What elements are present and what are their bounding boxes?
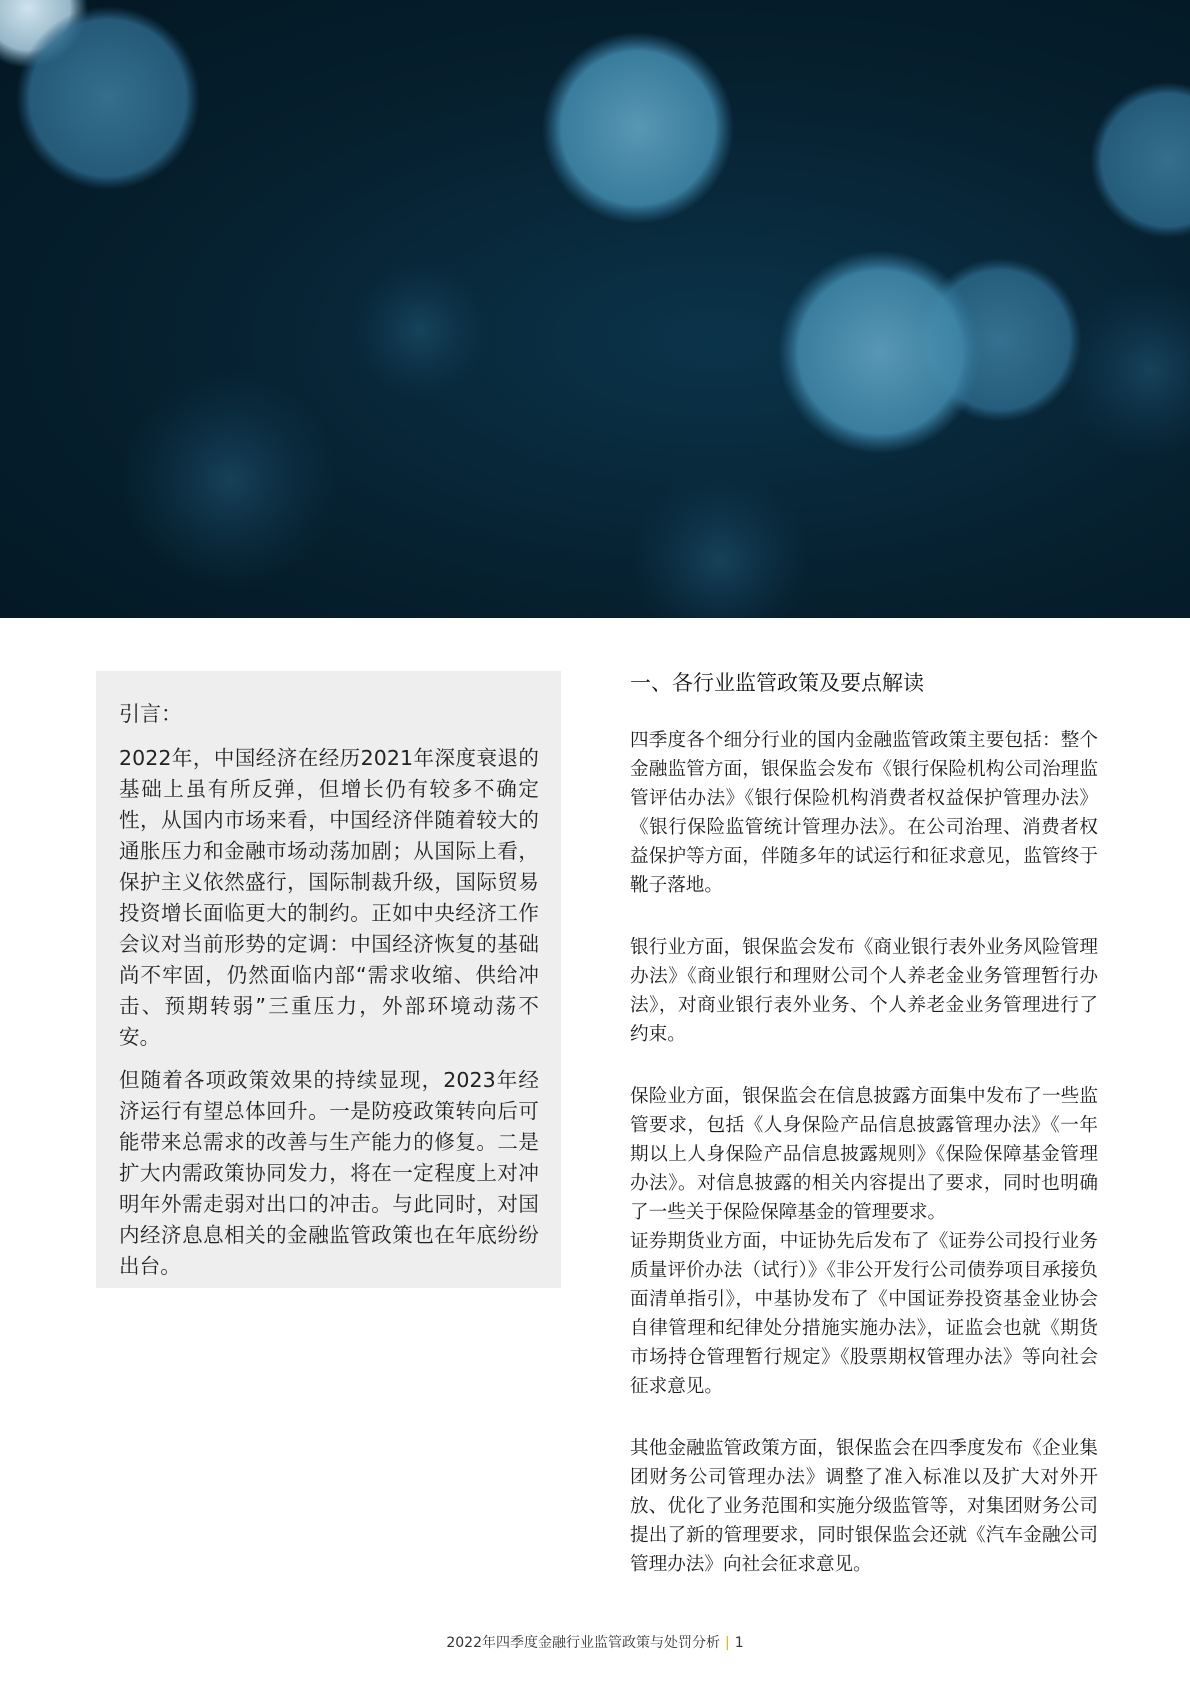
bokeh-lights-image: [0, 0, 1190, 618]
intro-paragraph-1: 2022年，中国经济在经历2021年深度衰退的基础上虽有所反弹，但增长仍有较多不确定性，从国内市场来看，中国经济伴随着较大的通胀压力和金融市场动荡加剧；从国际上看，保护主义依然盛行，国际制裁升级，国际贸易投资增长面临更大的制约。正如中央经济工作会议对当前形势的定调：中国经济恢复的基础尚不牢固，仍然面临内部“需求收缩、供给冲击、预期转弱”三重压力，外部环境动荡不安。: [119, 746, 539, 1049]
bokeh-light: [542, 32, 734, 224]
intro-box: [96, 671, 561, 1288]
bokeh-light: [16, 6, 200, 190]
bokeh-light: [1090, 82, 1190, 238]
footer-separator: |: [725, 1635, 730, 1651]
footer-title: 2022年四季度金融行业监管政策与处罚分析: [446, 1635, 720, 1651]
intro-heading: 引言：: [119, 702, 182, 726]
bokeh-light: [120, 370, 340, 590]
policy-paragraph-other: 其他金融监管政策方面，银保监会在四季度发布《企业集团财务公司管理办法》调整了准入标准以及扩大对外开放、优化了业务范围和实施分级监管等，对集团财务公司提出了新的管理要求，同时银保监会还就《汽车金融公司管理办法》向社会征求意见。: [630, 1438, 1098, 1575]
policy-paragraph-securities: 证券期货业方面，中证协先后发布了《证券公司投行业务质量评价办法（试行）》《非公开发行公司债券项目承接负面清单指引》，中基协发布了《中国证券投资基金业协会自律管理和纪律处分措施实施办法》，证监会也就《期货市场持仓管理暂行规定》《股票期权管理办法》等向社会征求意见。: [630, 1231, 1098, 1397]
intro-paragraph-2: 但随着各项政策效果的持续显现，2023年经济运行有望总体回升。一是防疫政策转向后可能带来总需求的改善与生产能力的修复。二是扩大内需政策协同发力，将在一定程度上对冲明年外需走弱对出口的冲击。与此同时，对国内经济息息相关的金融监管政策也在年底纷纷出台。: [119, 1068, 539, 1278]
bokeh-light: [630, 470, 810, 618]
bokeh-light: [350, 260, 490, 400]
page-footer: [0, 1633, 1190, 1653]
policy-paragraph-banking: 银行业方面，银保监会发布《商业银行表外业务风险管理办法》《商业银行和理财公司个人养老金业务管理暂行办法》，对商业银行表外业务、个人养老金业务管理进行了约束。: [630, 937, 1098, 1045]
policy-section: [630, 668, 1098, 1612]
section-title: 一、各行业监管政策及要点解读: [630, 671, 924, 695]
page-number: 1: [734, 1635, 744, 1651]
policy-paragraph-insurance: 保险业方面，银保监会在信息披露方面集中发布了一些监管要求，包括《人身保险产品信息披露管理办法》《一年期以上人身保险产品信息披露规则》《保险保障基金管理办法》。对信息披露的相关内容提出了要求，同时也明确了一些关于保险保障基金的管理要求。: [630, 1086, 1098, 1223]
hero-image: [0, 0, 1190, 618]
bokeh-light: [778, 250, 982, 454]
bokeh-light: [1060, 280, 1190, 460]
policy-paragraph-overall: 四季度各个细分行业的国内金融监管政策主要包括：整个金融监管方面，银保监会发布《银行保险机构公司治理监管评估办法》《银行保险机构消费者权益保护管理办法》《银行保险监管统计管理办法》。在公司治理、消费者权益保护等方面，伴随多年的试运行和征求意见，监管终于靴子落地。: [630, 730, 1098, 896]
